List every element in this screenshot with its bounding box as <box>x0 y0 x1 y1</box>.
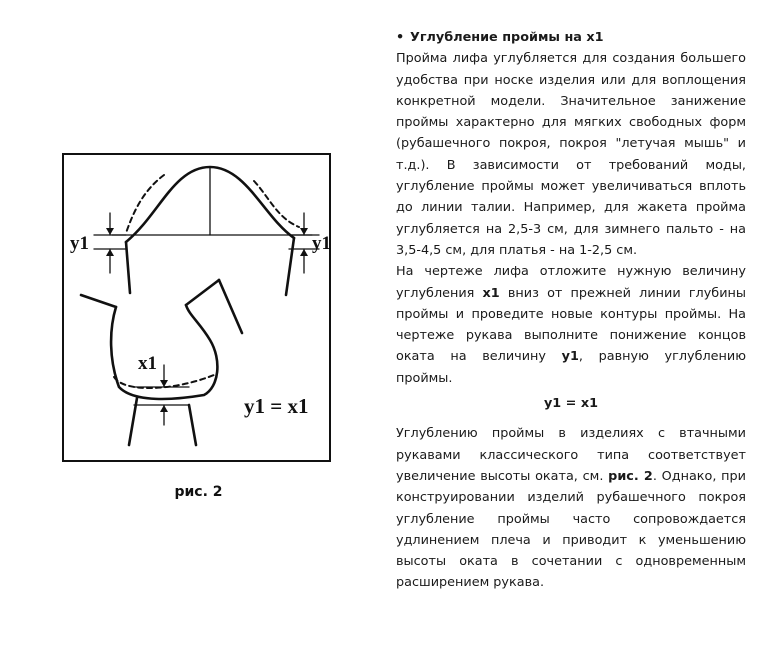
label-y1-right: y1 <box>312 233 331 254</box>
bold-x1: x1 <box>482 285 500 301</box>
bodice-neck-line <box>219 280 242 333</box>
bold-fig-ref: рис. 2 <box>608 468 653 484</box>
sleeve-side-right <box>286 238 294 295</box>
label-x1: x1 <box>138 353 157 374</box>
article-text <box>396 27 746 594</box>
sleeve-side-left <box>126 242 130 293</box>
paragraph-1: Пройма лифа углубляется для создания большего удобства при носке изделия или для воплощения конкретной модели. Значительное занижение проймы характерно для мягких свободных форм (рубашечного покроя, покроя "летучая мышь" и т.д.). В зависимости от требований моды, углубление проймы может увеличиваться вплоть до линии талии. Например, для жакета пройма углубляется на 2,5-3 см, для зимнего пальто - на 3,5-4,5 см, для платья - на 1-2,5 см. <box>396 51 746 258</box>
formula: y1 = x1 <box>543 396 599 412</box>
bodice-shoulder-left <box>81 295 116 307</box>
heading-bullet: • <box>396 30 405 45</box>
figure-caption: рис. 2 <box>174 484 223 500</box>
paragraph-2: На чертеже лифа отложите нужную величину углубления x1 вниз от прежней линии глубины проймы и проведите новые контуры проймы. На чертеже рукава выполните понижение концов оката на величину y1, равную углублению проймы. <box>396 264 746 386</box>
arrowhead-x1-top <box>160 380 168 387</box>
label-equation: y1 = x1 <box>244 394 309 418</box>
bodice-shoulder-right <box>186 280 219 305</box>
paragraph-3: Углублению проймы в изделиях с втачными рукавами классического типа соответствует увеличение высоты оката, см. рис. 2. Однако, при конструировании изделий рубашечного покроя углубление проймы часто сопровождается удлинением плеча и приводит к уменьшению высоты оката в сочетании с одновременным расширением рукава. <box>396 426 746 591</box>
arrowhead-x1-bottom <box>160 405 168 412</box>
heading-text: Углубление проймы на x1 <box>410 30 604 45</box>
section-heading <box>396 27 746 48</box>
arrowhead-right-top <box>300 228 308 235</box>
pattern-drawing <box>64 155 329 460</box>
arrowhead-left-bottom <box>106 249 114 256</box>
label-y1-left: y1 <box>70 233 89 254</box>
bold-y1: y1 <box>561 349 579 365</box>
arrowhead-right-bottom <box>300 249 308 256</box>
figure-frame <box>62 153 331 462</box>
bodice-side-right <box>189 405 196 445</box>
arrowhead-left-top <box>106 228 114 235</box>
